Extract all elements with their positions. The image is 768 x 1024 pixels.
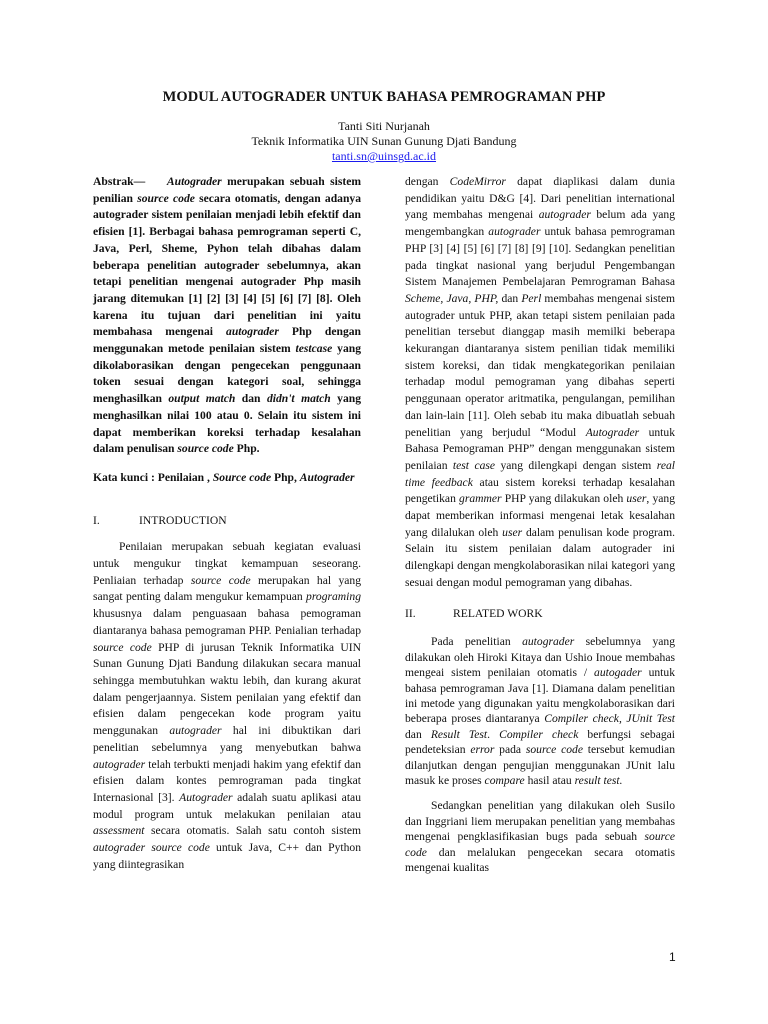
text-run: Autograder bbox=[585, 425, 640, 439]
text-run: dan melalukan pengecekan secara otomatis mengenai kualitas bbox=[405, 845, 675, 874]
text-run: untuk bahasa pemrograman PHP [3] [4] [5] [6] [7] [8] [9] [10]. Sedangkan penelitian pada tingkat nasional yang berjudul Pengembangan Sistem Manajemen Pembelajaran Pemrograman Bahasa bbox=[405, 225, 675, 289]
text-run: Compiler check bbox=[499, 727, 579, 741]
abstract-label: Abstrak— bbox=[93, 175, 146, 188]
text-run: Pada penelitian bbox=[431, 635, 523, 649]
abstract-part: didn't match bbox=[266, 392, 331, 406]
text-run: compare bbox=[484, 773, 525, 787]
abstract-part: autograder bbox=[226, 325, 279, 339]
intro-continuation-paragraph bbox=[405, 174, 675, 592]
section-number: I. bbox=[93, 513, 100, 527]
author-email-link[interactable]: tanti.sn@uinsgd.ac.id bbox=[331, 149, 437, 163]
text-run: atau sistem koreksi terhadap kesalahan pengetikan bbox=[405, 475, 675, 506]
text-run: Scheme, Java, PHP, bbox=[405, 291, 499, 305]
text-run: dalam penulisan kode program. Selain itu sistem penilaian dalam autograder ini dilengkapi dengan mengkolaborasikan nilai kategori yang sesuai dengan modul pemograman yang dibahas. bbox=[405, 525, 675, 589]
text-run: pada bbox=[494, 743, 526, 757]
section-title: INTRODUCTION bbox=[139, 513, 227, 527]
text-run: autograder bbox=[169, 724, 222, 738]
text-run: autograder bbox=[488, 225, 541, 239]
text-run: , yang dapat memberikan informasi mengenai letak kesalahan yang dilalukan oleh bbox=[405, 492, 675, 539]
text-run: . bbox=[487, 727, 500, 741]
abstract-part: source code bbox=[177, 442, 234, 456]
text-run: membahas mengenai sistem autograder untuk PHP, akan tetapi sistem penilaian pada penelitian tersebut dianggap masih memilki beberapa kekurangan diantaranya sistem penilian tidak memiliki sistem koreksi, dan tidak mengkategorikan penilaian terhadap modul pemograman yang dibahas seperti penggunaan operator aritmatika, pengulangan, pemilihan dan lain-lain [11]. Oleh sebab itu maka dibuatlah sebuah penelitian yang berjudul “Modul bbox=[405, 291, 675, 439]
text-run: tersebut kemudian dilanjutkan dengan pengujian menggunakan JUnit lalu masuk ke proses bbox=[405, 743, 675, 787]
abstract-part: yang menghasilkan nilai 100 atau 0. Selain itu sistem ini dapat memberikan koreksi terhadap kesalahan dalam penulisan bbox=[93, 392, 361, 456]
abstract-part: testcase bbox=[295, 342, 333, 356]
keyword: Php, bbox=[271, 470, 300, 484]
text-run: PHP di jurusan Teknik Informatika UIN Sunan Gunung Djati Bandung dilakukan secara manual sehingga membutuhkan waktu lebih, dan kurang akurat dalam pengerjaannya. Sistem penilaian yang efektif dan efisien dalam pengecekan kode program yaitu menggunakan bbox=[93, 640, 362, 738]
text-run: dan bbox=[405, 727, 431, 741]
abstract-part: Php dengan menggunakan metode penilaian sistem bbox=[93, 325, 361, 356]
keyword: Source code bbox=[212, 470, 272, 484]
text-run: source code bbox=[405, 830, 675, 859]
text-run: merupakan hal yang sangat penting dalam mengukur kemampuan bbox=[93, 573, 361, 604]
text-run: Autograder bbox=[179, 790, 233, 804]
keyword: Autograder bbox=[299, 470, 355, 484]
text-run: yang dilengkapi dengan sistem bbox=[495, 458, 657, 472]
abstract-part: secara otomatis, dengan adanya autograder sistem penilaian menjadi lebih efektif dan efisien [1]. Berbagai bahasa pemrograman seperti C, Java, Perl, Sheme, Pyhon telah dibahas dalam beberapa penelitian autograder sebelumnya, akan tetapi penelitian mengenai autograder Php masih jarang ditemukan [1] [2] [3] [4] [5] [6] [7] [8]. Oleh karena itu tujuan dari penelitian ini yaitu membahasa mengenai bbox=[93, 191, 361, 339]
keywords-label: Kata kunci : Penilaian , bbox=[93, 470, 213, 484]
text-run: source code bbox=[525, 743, 583, 757]
author-name: Tanti Siti Nurjanah bbox=[338, 119, 430, 133]
text-run: Penilaian merupakan sebuah kegiatan evaluasi untuk mengukur tingkat kemampuan seseorang. Penliaian terhadap bbox=[93, 540, 361, 587]
text-run: source code bbox=[190, 573, 251, 587]
text-run: autogader bbox=[594, 666, 642, 680]
abstract-part: source code bbox=[137, 191, 195, 205]
abstract-part: yang dikolaborasikan dengan pengecekan penggunaan token sesuai dengan kategori soal, sehingga menghasilkan bbox=[93, 342, 361, 406]
text-run: source code bbox=[93, 640, 152, 654]
text-run: error bbox=[470, 743, 495, 757]
text-run: test case bbox=[452, 458, 496, 472]
text-run: Sedangkan penelitian yang dilakukan oleh Susilo dan Inggriani liem merupakan penelitian yang membahas mengenai pengklasifikasian bugs pada sebuah bbox=[405, 799, 675, 844]
abstract-part: Autograder bbox=[166, 175, 222, 188]
text-run: untuk Java, C++ dan Python yang diintegrasikan bbox=[93, 841, 361, 871]
text-run: untuk bahasa pemrograman Java [1]. Diamana dalam penelitian ini metode yang digunakan yaitu mengkolaborasikan dari beberapa proses diantaranya bbox=[405, 666, 675, 726]
section-title: RELATED WORK bbox=[453, 606, 543, 620]
right-column bbox=[405, 174, 675, 875]
text-run: belum ada yang mengembangkan bbox=[405, 208, 675, 239]
text-run: hal ini dibuktikan dari penelitian sebelumnya yang menyebutkan bahwa bbox=[93, 724, 361, 754]
paper-title: MODUL AUTOGRADER UNTUK BAHASA PEMROGRAMAN PHP bbox=[162, 89, 606, 105]
intro-paragraph bbox=[93, 539, 361, 873]
abstract-part: output match bbox=[168, 392, 236, 406]
text-run: hasil atau bbox=[524, 773, 575, 787]
text-run: Compiler check, JUnit Test bbox=[544, 712, 675, 726]
text-run: assessment bbox=[93, 824, 145, 838]
abstract bbox=[93, 174, 361, 458]
author-affiliation: Teknik Informatika UIN Sunan Gunung Djati Bandung bbox=[251, 134, 517, 148]
text-run: secara otomatis. Salah satu contoh sistem bbox=[144, 824, 361, 838]
text-run: Result Test bbox=[430, 727, 488, 741]
text-run: user bbox=[502, 525, 523, 539]
text-run: grammer bbox=[459, 492, 502, 506]
text-run: dengan bbox=[405, 175, 450, 188]
text-run: PHP yang dilakukan oleh bbox=[501, 492, 627, 506]
text-run: telah terbukti menjadi hakim yang efektif dan efisien dalam kontes pemrograman pada tingkat Internasional [3]. bbox=[93, 757, 361, 804]
section-heading-introduction bbox=[93, 513, 361, 530]
text-run: autograder bbox=[538, 208, 591, 222]
text-run: real time feedback bbox=[405, 458, 675, 489]
text-run: berfungsi sebagai pendeteksian bbox=[405, 727, 676, 757]
text-run: sebelumnya yang dilakukan oleh Hiroki Kitaya dan Ushio Inoue membahas mengeai sistem penilaian otomatis / bbox=[405, 635, 675, 680]
text-run: programing bbox=[306, 590, 361, 604]
text-run: autograder source code bbox=[93, 841, 210, 855]
abstract-part: dan bbox=[235, 392, 267, 406]
text-run: Perl bbox=[521, 291, 542, 305]
related-paragraph-2 bbox=[405, 798, 675, 875]
page-number: 1 bbox=[669, 950, 676, 964]
abstract-part: merupakan sebuah sistem penilian bbox=[93, 175, 361, 205]
text-run: autograder bbox=[522, 635, 575, 649]
text-run: autograder bbox=[93, 757, 146, 771]
left-column bbox=[93, 174, 361, 873]
text-run: result test. bbox=[574, 773, 623, 787]
keywords bbox=[93, 470, 361, 487]
section-number: II. bbox=[405, 606, 416, 620]
text-run: CodeMirror bbox=[449, 175, 506, 188]
text-run: khususnya dalam penguasaan bahasa pemograman diantaranya bahasa pemograman PHP. Penialian terhadap bbox=[93, 607, 361, 637]
text-run: adalah suatu aplikasi atau modul program untuk melakukan penilaian atau bbox=[93, 790, 361, 821]
related-paragraph-1 bbox=[405, 634, 675, 788]
section-heading-related-work bbox=[405, 606, 675, 623]
abstract-part: Php. bbox=[233, 442, 260, 456]
text-run: dan bbox=[498, 291, 522, 305]
text-run: user bbox=[626, 492, 647, 506]
author-email-row bbox=[0, 149, 768, 164]
text-run: untuk Bahasa Pemograman PHP” dengan menggunakan sistem penilaian bbox=[405, 425, 675, 472]
text-run: dapat diaplikasi dalam dunia pendidikan yaitu D&G [4]. Dari penelitian international yang membahas mengenai bbox=[405, 175, 675, 222]
